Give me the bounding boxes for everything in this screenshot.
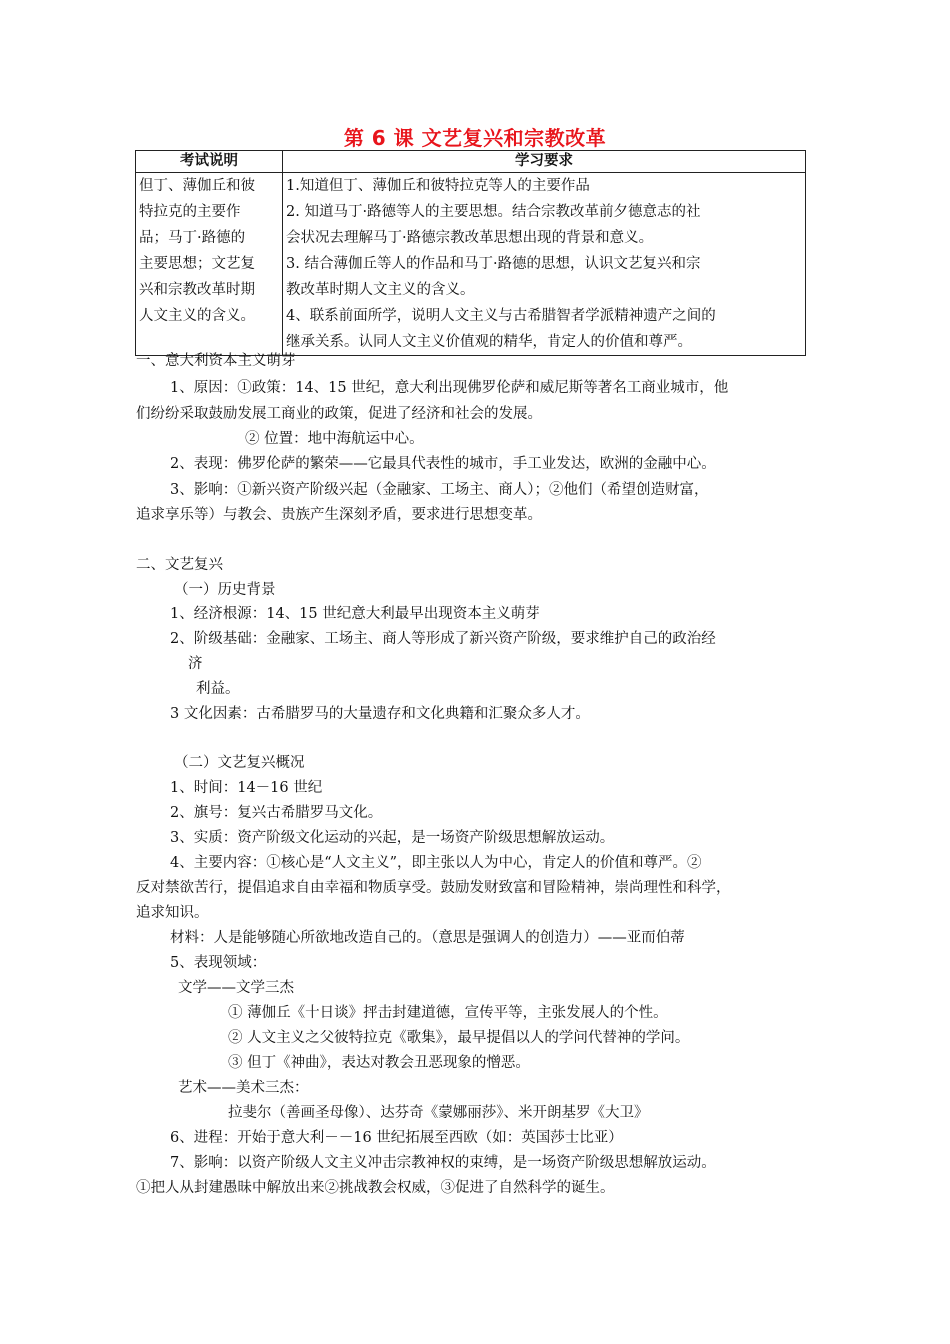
body-line: 5、表现领域： (170, 955, 267, 971)
section-heading: 二、文艺复兴 (136, 557, 223, 573)
body-line: 1、原因：①政策：14、15 世纪，意大利出现佛罗伦萨和威尼斯等著名工商业城市，他 (170, 380, 729, 396)
section-heading: 一、意大利资本主义萌芽 (136, 353, 296, 369)
quote-line: 材料：人是能够随心所欲地改造自己的。（意思是强调人的创造力）——亚而伯蒂 (170, 930, 685, 946)
body-line: ③ 但丁《神曲》，表达对教会丑恶现象的憎恶。 (228, 1055, 530, 1071)
requirement-line: 1.知道但丁、薄伽丘和彼特拉克等人的主要作品 (286, 178, 590, 194)
requirement-line: 会状况去理解马丁·路德宗教改革思想出现的背景和意义。 (286, 230, 654, 246)
exam-line: 特拉克的主要作 (139, 204, 241, 220)
body-line: 3 文化因素：古希腊罗马的大量遗存和文化典籍和汇聚众多人才。 (170, 706, 590, 722)
body-line: 们纷纷采取鼓励发展工商业的政策，促进了经济和社会的发展。 (136, 406, 542, 422)
exam-line: 兴和宗教改革时期 (139, 282, 255, 298)
body-line: 追求享乐等）与教会、贵族产生深刻矛盾，要求进行思想变革。 (136, 507, 542, 523)
body-line: 文学——文学三杰 (178, 980, 294, 996)
body-line: ② 位置：地中海航运中心。 (245, 431, 424, 447)
body-line: 追求知识。 (136, 905, 209, 921)
body-line: 反对禁欲苦行，提倡追求自由幸福和物质享受。鼓励发财致富和冒险精神，崇尚理性和科学， (136, 880, 731, 896)
table-row (136, 173, 806, 356)
body-line: 4、主要内容：①核心是“人文主义”，即主张以人为中心，肯定人的价值和尊严。② (170, 855, 702, 871)
body-line: 1、时间：14－16 世纪 (170, 780, 323, 796)
exam-description-cell (136, 173, 283, 356)
body-line: 3、影响：①新兴资产阶级兴起（金融家、工场主、商人）；②他们（希望创造财富， (170, 482, 709, 498)
body-line: 3、实质：资产阶级文化运动的兴起，是一场资产阶级思想解放运动。 (170, 830, 615, 846)
subsection-heading: （一）历史背景 (174, 582, 276, 598)
requirement-line: 3. 结合薄伽丘等人的作品和马丁·路德的思想，认识文艺复兴和宗 (286, 256, 701, 272)
table-header-row (136, 151, 806, 173)
exam-line: 但丁、薄伽丘和彼 (139, 178, 255, 194)
body-line: 艺术——美术三杰： (178, 1080, 309, 1096)
requirement-line: 继承关系。认同人文主义价值观的精华，肯定人的价值和尊严。 (286, 334, 692, 350)
body-line: 拉斐尔（善画圣母像）、达芬奇《蒙娜丽莎》、米开朗基罗《大卫》 (228, 1105, 649, 1121)
body-line: 2、旗号：复兴古希腊罗马文化。 (170, 805, 383, 821)
lesson-title: 第 6 课 文艺复兴和宗教改革 (343, 126, 607, 150)
body-line: ① 薄伽丘《十日谈》抨击封建道德，宣传平等，主张发展人的个性。 (228, 1005, 668, 1021)
body-line: 济 (188, 656, 203, 672)
requirements-table (135, 150, 806, 356)
body-line: 7、影响：以资产阶级人文主义冲击宗教神权的束缚，是一场资产阶级思想解放运动。 (170, 1155, 716, 1171)
requirement-line: 4、联系前面所学，说明人文主义与古希腊智者学派精神遗产之间的 (286, 308, 716, 324)
header-learning-requirements: 学习要求 (283, 151, 806, 173)
body-line: 6、进程：开始于意大利－－16 世纪拓展至西欧（如：英国莎士比亚） (170, 1130, 623, 1146)
exam-line: 人文主义的含义。 (139, 308, 255, 324)
body-line: 1、经济根源：14、15 世纪意大利最早出现资本主义萌芽 (170, 606, 540, 622)
header-exam-description: 考试说明 (136, 151, 283, 173)
subsection-heading: （二）文艺复兴概况 (174, 755, 305, 771)
exam-line: 品；马丁·路德的 (139, 230, 246, 246)
exam-line: 主要思想；文艺复 (139, 256, 255, 272)
requirement-line: 教改革时期人文主义的含义。 (286, 282, 475, 298)
body-line: 2、表现：佛罗伦萨的繁荣——它最具代表性的城市，手工业发达，欧洲的金融中心。 (170, 456, 716, 472)
body-line: 利益。 (196, 681, 240, 697)
body-line: 2、阶级基础：金融家、工场主、商人等形成了新兴资产阶级，要求维护自己的政治经 (170, 631, 716, 647)
body-line: ② 人文主义之父彼特拉克《歌集》，最早提倡以人的学问代替神的学问。 (228, 1030, 690, 1046)
requirement-line: 2. 知道马丁·路德等人的主要思想。结合宗教改革前夕德意志的社 (286, 204, 701, 220)
body-line: ①把人从封建愚昧中解放出来②挑战教会权威，③促进了自然科学的诞生。 (136, 1180, 615, 1196)
learning-requirements-cell (283, 173, 806, 356)
